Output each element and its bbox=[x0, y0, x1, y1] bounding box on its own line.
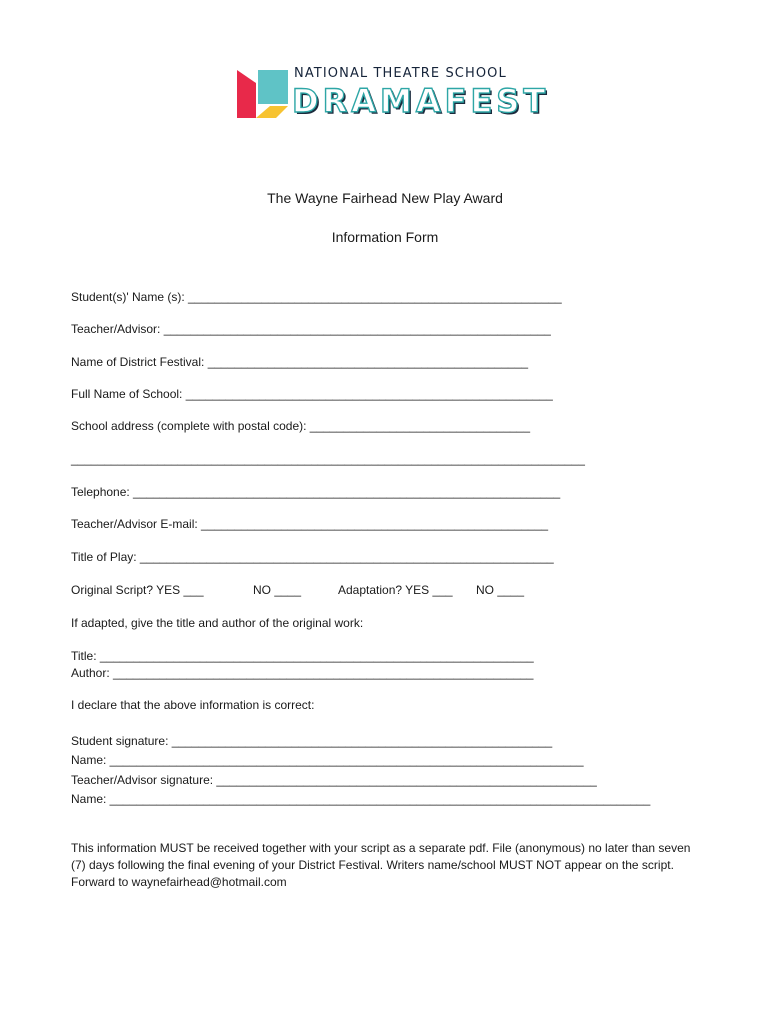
declaration-text: I declare that the above information is correct: bbox=[71, 698, 315, 712]
teacher-name-field[interactable]: Name: _________________________________________________________________________________ bbox=[71, 792, 651, 806]
student-signature-field[interactable]: Student signature: _________________________________________________________ bbox=[71, 734, 553, 748]
play-title-field[interactable]: Title of Play: ______________________________________________________________ bbox=[71, 550, 554, 564]
student-name-field[interactable]: Name: _______________________________________________________________________ bbox=[71, 753, 584, 767]
logo-wordmark: DRAMAFEST bbox=[292, 82, 550, 120]
student-names-field[interactable]: Student(s)' Name (s): ________________________________________________________ bbox=[71, 290, 562, 304]
adapted-title-field[interactable]: Title: _________________________________________________________________ bbox=[71, 649, 534, 663]
district-festival-field[interactable]: Name of District Festival: ________________________________________________ bbox=[71, 355, 529, 369]
original-script-no[interactable]: NO ____ bbox=[253, 583, 302, 597]
submission-instructions: This information MUST be received together with your script as a separate pdf. File (anonymous) no later than seven (7) days following the final evening of your District Festival. Writers name/school MUST NOT appear on the script. Forward to waynefairhead@hotmail.com bbox=[71, 841, 691, 889]
dramafest-logo-mark bbox=[236, 68, 290, 120]
logo-top-text: NATIONAL THEATRE SCHOOL bbox=[294, 66, 507, 81]
teacher-signature-field[interactable]: Teacher/Advisor signature: _________________________________________________________ bbox=[71, 773, 597, 787]
page-title: The Wayne Fairhead New Play Award bbox=[267, 190, 503, 206]
teacher-advisor-field[interactable]: Teacher/Advisor: __________________________________________________________ bbox=[71, 322, 551, 336]
original-script-yes[interactable]: Original Script? YES ___ bbox=[71, 583, 204, 597]
page-subtitle: Information Form bbox=[331, 229, 439, 245]
teacher-email-field[interactable]: Teacher/Advisor E-mail: ____________________________________________________ bbox=[71, 517, 549, 531]
adaptation-no[interactable]: NO ____ bbox=[476, 583, 525, 597]
school-name-field[interactable]: Full Name of School: _______________________________________________________ bbox=[71, 387, 553, 401]
school-address-line-2[interactable]: _____________________________________________________________________________ bbox=[71, 452, 585, 466]
telephone-field[interactable]: Telephone: ________________________________________________________________ bbox=[71, 485, 561, 499]
adaptation-yes[interactable]: Adaptation? YES ___ bbox=[338, 583, 453, 597]
adapted-author-field[interactable]: Author: _______________________________________________________________ bbox=[71, 666, 534, 680]
school-address-field[interactable]: School address (complete with postal code): _________________________________ bbox=[71, 419, 531, 433]
adapted-prompt: If adapted, give the title and author of the original work: bbox=[71, 616, 364, 630]
